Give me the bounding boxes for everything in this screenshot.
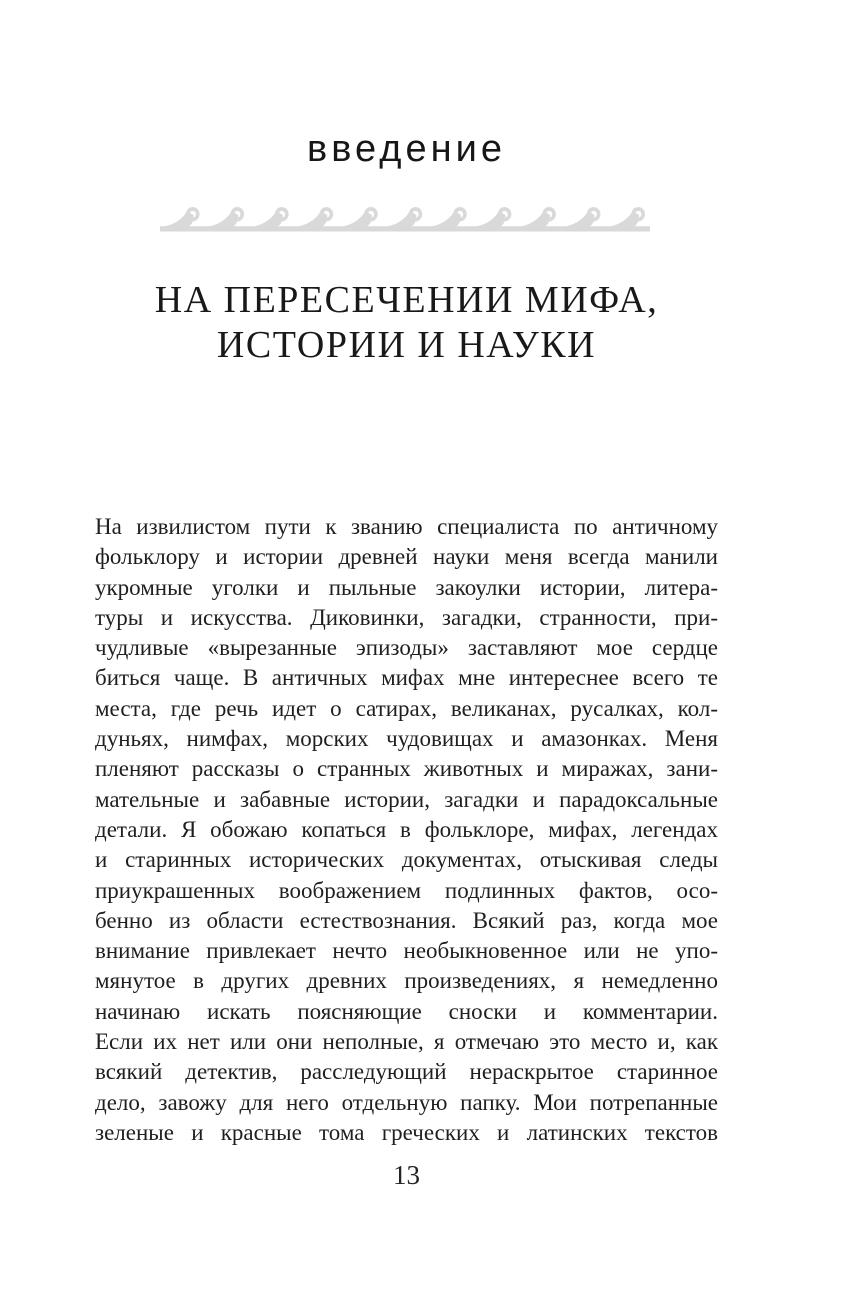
body-paragraph (95, 512, 718, 1148)
body-text-line: и старинных исторических документах, отыскивая следы (95, 847, 718, 873)
body-text-line: чудливые «вырезанные эпизоды» заставляют мое сердце (95, 635, 718, 661)
body-text-line: фольклору и истории древней науки меня всегда манили (95, 544, 718, 570)
body-text-line: внимание привлекает нечто необыкновенное или не упо- (95, 938, 718, 964)
chapter-title (65, 278, 748, 368)
body-text-line: всякий детектив, расследующий нераскрытое старинное (95, 1059, 718, 1085)
body-text-line: дуньях, нимфах, морских чудовищах и амазонках. Меня (95, 726, 718, 752)
body-text-line: дело, завожу для него отдельную папку. Мои потрепанные (95, 1089, 718, 1115)
body-text-line: зеленые и красные тома греческих и латинских текстов (95, 1119, 718, 1145)
body-text-line: начинаю искать поясняющие сноски и комментарии. (95, 998, 718, 1024)
body-text-line: детали. Я обожаю копаться в фольклоре, мифах, легендах (95, 816, 718, 842)
body-text-line: мянутое в других древних произведениях, я немедленно (95, 968, 718, 994)
wave-ornament-icon (160, 206, 650, 232)
body-text-line: места, где речь идет о сатирах, великанах, русалках, кол- (95, 695, 718, 721)
chapter-title-line-1: НА ПЕРЕСЕЧЕНИИ МИФА, (154, 279, 659, 321)
body-text-line: бенно из области естествознания. Всякий раз, когда мое (95, 907, 718, 933)
page-number: 13 (393, 1160, 420, 1190)
body-text-line: туры и искусства. Диковинки, загадки, странности, при- (95, 604, 718, 630)
body-text-line: мательные и забавные истории, загадки и парадоксальные (95, 786, 718, 812)
body-text-line: Если их нет или они неполные, я отмечаю это место и, как (95, 1029, 718, 1055)
chapter-title-line-2: ИСТОРИИ И НАУКИ (216, 324, 597, 366)
body-text-line: укромные уголки и пыльные закоулки истории, литера- (95, 574, 718, 600)
body-text-line: пленяют рассказы о странных животных и миражах, зани- (95, 756, 718, 782)
body-text-line: биться чаще. В античных мифах мне интереснее всего те (95, 665, 718, 691)
body-text-line: На извилистом пути к званию специалиста по античному (95, 514, 718, 539)
running-head: введение (307, 128, 506, 170)
body-text-line: приукрашенных воображением подлинных фактов, осо- (95, 877, 718, 903)
